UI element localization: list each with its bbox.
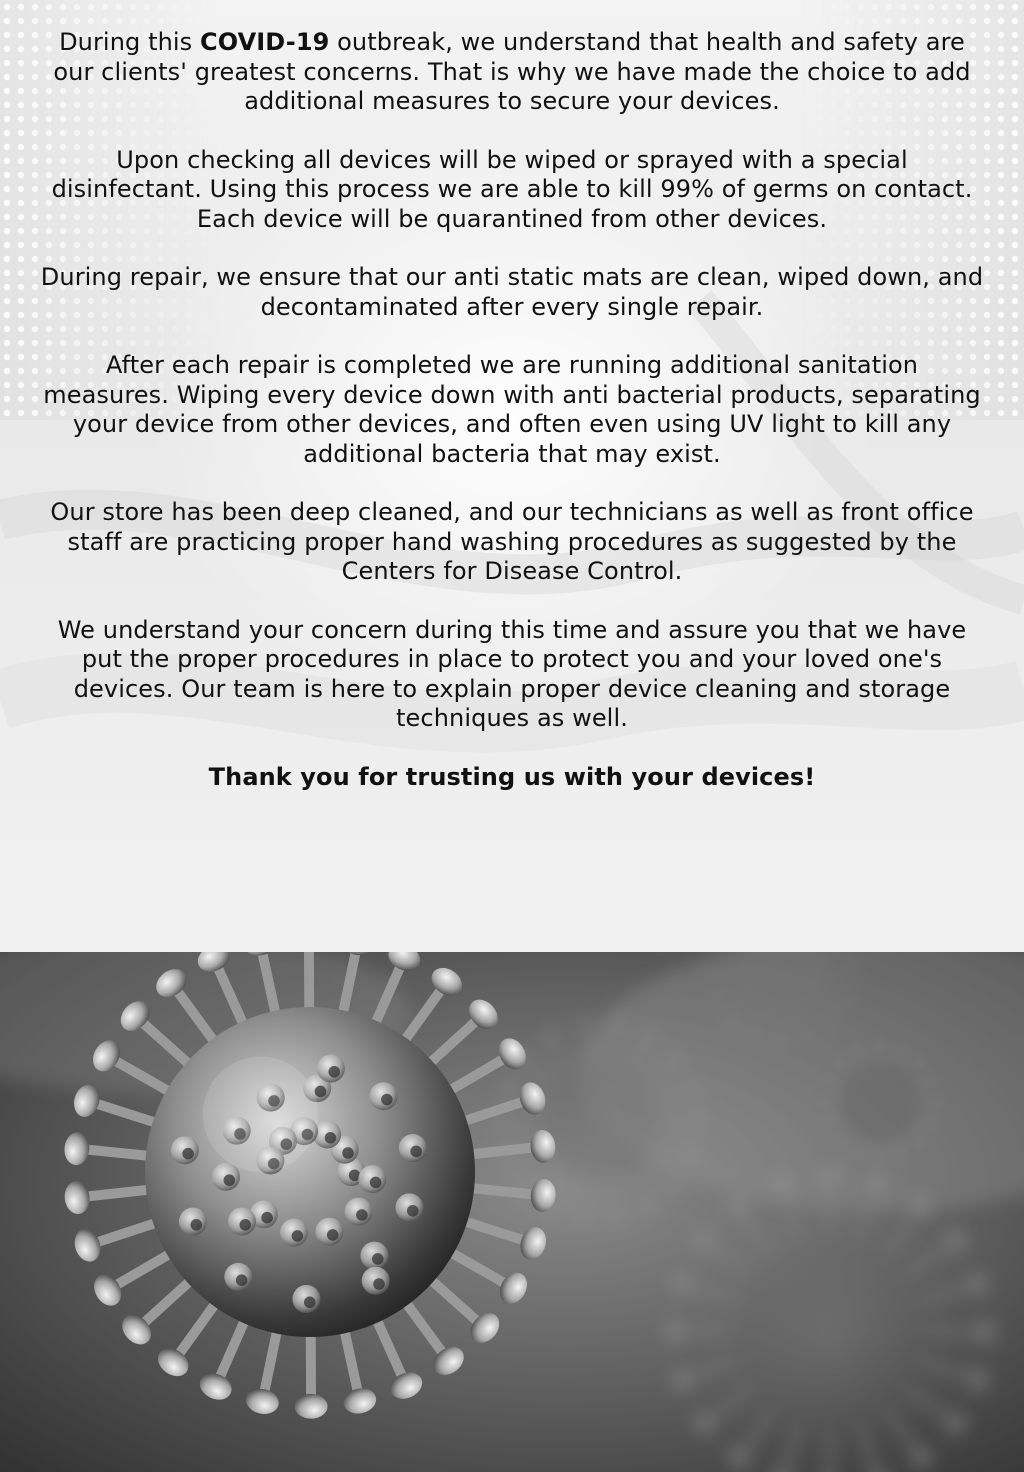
notice-text <box>40 28 984 821</box>
virus-image <box>0 952 1024 1472</box>
paragraph-after-repair: After each repair is completed we are running additional sanitation measures. Wiping every device down with anti bacterial products, separating your device from other devices, and often even using UV light to kill any additional bacteria that may exist. <box>43 351 981 468</box>
paragraph-assurance: We understand your concern during this time and assure you that we have put the proper procedures in place to protect you and your loved one's devices. Our team is here to explain proper device cleaning and storage techniques as well. <box>57 615 967 732</box>
coronavirus-illustration <box>0 952 1024 1472</box>
covid-highlight: COVID-19 <box>200 28 330 56</box>
paragraph-store: Our store has been deep cleaned, and our technicians as well as front office staff are practicing proper hand washing procedures as suggested by the Centers for Disease Control. <box>50 498 974 585</box>
closing-line: Thank you for trusting us with your devices! <box>208 762 816 791</box>
paragraph-intro: During this COVID-19 outbreak, we understand that health and safety are our clients' greatest concerns. That is why we have made the choice to add additional measures to secure your devices. <box>53 28 971 115</box>
paragraph-repair: During repair, we ensure that our anti static mats are clean, wiped down, and decontaminated after every single repair. <box>40 263 984 321</box>
paragraph-checkin: Upon checking all devices will be wiped or sprayed with a special disinfectant. Using this process we are able to kill 99% of germs on contact. Each device will be quarantined from other devices. <box>51 145 973 233</box>
